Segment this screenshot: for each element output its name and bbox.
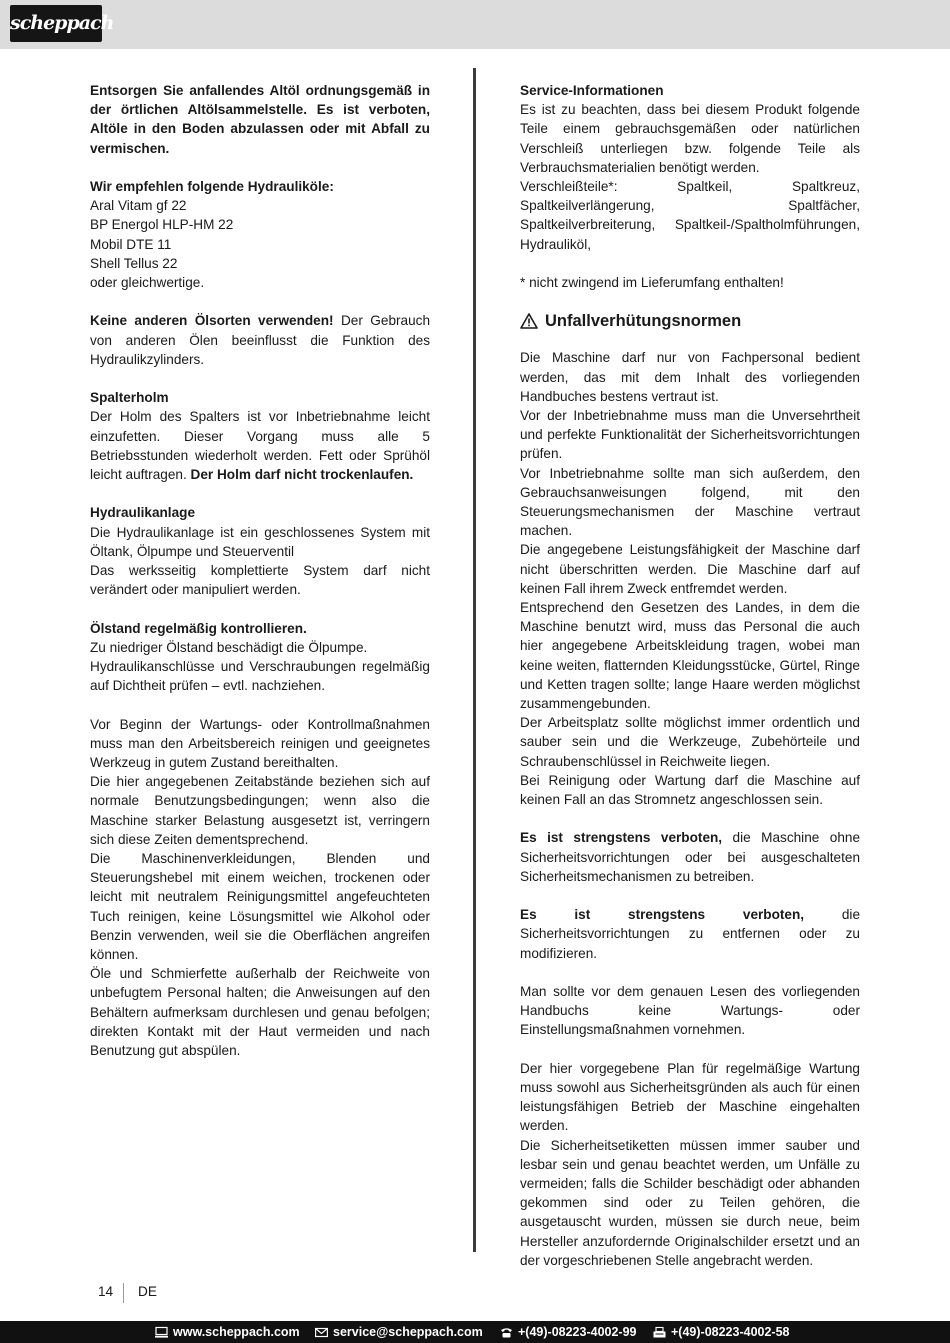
fax-text: +(49)-08223-4002-58	[671, 1325, 790, 1339]
hydraulik-text: Das werksseitig komplettierte System darf nicht verändert oder manipuliert werden.	[90, 563, 430, 598]
oil-disposal-notice: Entsorgen Sie anfallendes Altöl ordnungsgemäß in der örtlichen Altölsammelstelle. Es ist verboten, Altöle in den Boden abzulassen oder mit Abfall zu vermischen.	[90, 83, 430, 156]
phone-icon	[500, 1327, 513, 1338]
prohibition-paragraph	[520, 905, 860, 963]
footer-email[interactable]	[315, 1321, 483, 1343]
oelstand-section	[90, 619, 430, 696]
oil-item: Aral Vitam gf 22	[90, 198, 187, 214]
email-text: service@scheppach.com	[333, 1325, 483, 1339]
safety-paragraph: Vor der Inbetriebnahme muss man die Unversehrtheit und perfekte Funktionalität der Sicherheitsvorrichtungen prüfen.	[520, 408, 860, 462]
spalterholm-text: Der Holm des Spalters ist vor Inbetriebnahme leicht einzufetten. Dieser Vorgang muss alle 5 Betriebsstunden wiederholt werden. Fett oder Sprühöl leicht auftragen.	[90, 409, 430, 483]
no-other-oils-bold: Keine anderen Ölsorten verwenden!	[90, 313, 334, 329]
maintenance-plan-section	[520, 1059, 860, 1270]
plan-paragraph: Der hier vorgegebene Plan für regelmäßige Wartung muss sowohl aus Sicherheitsgründen als auch für einen leistungsfähigen Betrieb der Maschine eingehalten werden.	[520, 1060, 860, 1134]
spalterholm-heading: Spalterholm	[90, 390, 169, 406]
oelstand-text: Zu niedriger Ölstand beschädigt die Ölpumpe.	[90, 639, 368, 655]
maintenance-section	[90, 715, 430, 1061]
brand-logo: scheppach	[10, 5, 102, 42]
footnote: * nicht zwingend im Lieferumfang enthalten!	[520, 275, 784, 291]
section-heading	[520, 311, 860, 331]
oil-item: Shell Tellus 22	[90, 255, 178, 271]
prohibition-text: die Sicherheitsvorrichtungen zu entfernen oder zu modifizieren.	[520, 907, 860, 961]
prohibition-paragraph	[520, 828, 860, 886]
footer-bar	[0, 1321, 950, 1343]
service-info-section	[520, 81, 860, 254]
website-text: www.scheppach.com	[173, 1325, 300, 1339]
footer-phone[interactable]	[500, 1321, 637, 1343]
spalterholm-section	[90, 388, 430, 484]
hydraulik-section	[90, 503, 430, 599]
service-heading: Service-Informationen	[520, 83, 664, 98]
hydraulik-text: Die Hydraulikanlage ist ein geschlossenes System mit Öltank, Ölpumpe und Steuerventil	[90, 524, 430, 559]
phone-text: +(49)-08223-4002-99	[518, 1325, 637, 1339]
column-divider	[473, 68, 476, 1252]
footer-fax[interactable]	[653, 1321, 790, 1343]
maintenance-paragraph: Öle und Schmierfette außerhalb der Reichweite von unbefugtem Personal halten; die Anweisungen auf den Behältern aufmerksam durchlesen und genau befolgen; direkten Kontakt mit der Haut vermeiden und nach Benutzung gut abspülen.	[90, 966, 430, 1059]
prohibition-bold: Es ist strengstens verboten,	[520, 830, 723, 846]
no-other-oils-paragraph	[90, 311, 430, 369]
prohibition-bold: Es ist strengstens verboten,	[520, 907, 805, 923]
spalterholm-warning: Der Holm darf nicht trockenlaufen.	[190, 467, 414, 483]
right-column	[520, 81, 860, 1270]
oil-item: Mobil DTE 11	[90, 236, 172, 252]
maintenance-paragraph: Die Maschinenverkleidungen, Blenden und Steuerungshebel mit einem weichen, trockenen oder leicht mit neutralem Reinigungsmittel angefeuchteten Tuch reinigen, keine Lösungsmittel wie Alkohol oder Benzin verwenden, weil sie die Oberflächen angreifen können.	[90, 851, 430, 963]
safety-paragraph: Entsprechend den Gesetzen des Landes, in dem die Maschine benutzt wird, muss das Personal die auch hier angegebene Arbeitskleidung tragen, wobei man keine weiten, flatternden Kleidungsstücke, Gürtel, Ringe und Ketten tragen sollte; lange Haare werden möglichst zusammengebunden.	[520, 600, 860, 712]
hydraulik-heading: Hydraulikanlage	[90, 505, 196, 521]
service-text: Es ist zu beachten, dass bei diesem Produkt folgende Teile einem gebrauchsgemäßen oder natürlichen Verschleiß unterliegen bzw. folgende Teile als Verbrauchsmaterialien benötigt werden.	[520, 102, 860, 175]
oelstand-heading: Ölstand regelmäßig kontrollieren.	[90, 620, 307, 636]
safety-section	[520, 348, 860, 809]
warning-icon	[520, 313, 538, 329]
safety-paragraph: Vor Inbetriebnahme sollte man sich außerdem, den Gebrauchsanweisungen folgend, mit den Steuerungsmechanismen der Maschine vertraut machen.	[520, 465, 860, 539]
oelstand-text: Hydraulikanschlüsse und Verschraubungen regelmäßig auf Dichtheit prüfen – evtl. nachziehen.	[90, 659, 430, 694]
manual-paragraph: Man sollte vor dem genauen Lesen des vorliegenden Handbuchs keine Wartungs- oder Einstellungsmaßnahmen vornehmen.	[520, 984, 860, 1038]
mail-icon	[315, 1327, 328, 1338]
fax-icon	[653, 1327, 666, 1338]
page-number: 14	[98, 1283, 124, 1303]
computer-icon	[155, 1327, 168, 1338]
maintenance-paragraph: Die hier angegebenen Zeitabstände beziehen sich auf normale Benutzungsbedingungen; wenn also die Maschine starker Belastung ausgesetzt ist, verringern sich diese Zeiten dementsprechend.	[90, 774, 430, 847]
safety-paragraph: Der Arbeitsplatz sollte möglichst immer ordentlich und sauber sein und die Werkzeuge, Zubehörteile und Schraubenschlüssel in Reichweite liegen.	[520, 715, 860, 769]
safety-paragraph: Bei Reinigung oder Wartung darf die Maschine auf keinen Fall an das Stromnetz angeschlossen sein.	[520, 772, 860, 808]
oil-item: oder gleichwertige.	[90, 275, 205, 291]
prohibition-text: die Maschine ohne Sicherheitsvorrichtungen oder bei ausgeschalteten Sicherheitsmechanismen zu betreiben.	[520, 830, 861, 884]
section-title: Unfallverhütungsnormen	[545, 312, 742, 331]
page-language: DE	[138, 1284, 157, 1299]
no-other-oils-text: Der Gebrauch von anderen Ölen beeinflusst die Funktion des Hydraulikzylinders.	[90, 313, 431, 367]
header-bar	[0, 0, 950, 49]
recommended-oils	[90, 177, 430, 292]
wear-parts-text: Verschleißteile*: Spaltkeil, Spaltkreuz, Spaltkeilverlängerung, Spaltfächer, Spaltkeilverbreiterung, Spaltkeil-/Spaltholmführungen, Hydrauliköl,	[520, 179, 860, 252]
labels-paragraph: Die Sicherheitsetiketten müssen immer sauber und lesbar sein und genau beachtet werden, um Unfälle zu vermeiden; falls die Schilder beschädigt oder abhanden gekommen sind oder zu Teilen gehören, die ausgetauscht wurden, müssen sie durch neue, beim Hersteller anzufordernde Originalschilder ersetzt und an der vorgeschriebenen Stelle angebracht werden.	[520, 1137, 860, 1268]
safety-paragraph: Die angegebene Leistungsfähigkeit der Maschine darf nicht überschritten werden. Die Maschine darf auf keinen Fall ihrem Zweck entfremdet werden.	[520, 542, 860, 596]
oil-item: BP Energol HLP-HM 22	[90, 217, 234, 233]
safety-paragraph: Die Maschine darf nur von Fachpersonal bedient werden, das mit dem Inhalt des vorliegenden Handbuches bestens vertraut ist.	[520, 350, 860, 404]
maintenance-paragraph: Vor Beginn der Wartungs- oder Kontrollmaßnahmen muss man den Arbeitsbereich reinigen und geeignetes Werkzeug in gutem Zustand bereithalten.	[90, 716, 430, 771]
oils-heading: Wir empfehlen folgende Hydrauliköle:	[90, 179, 334, 194]
footer-website[interactable]	[155, 1321, 300, 1343]
left-column	[90, 81, 430, 1060]
